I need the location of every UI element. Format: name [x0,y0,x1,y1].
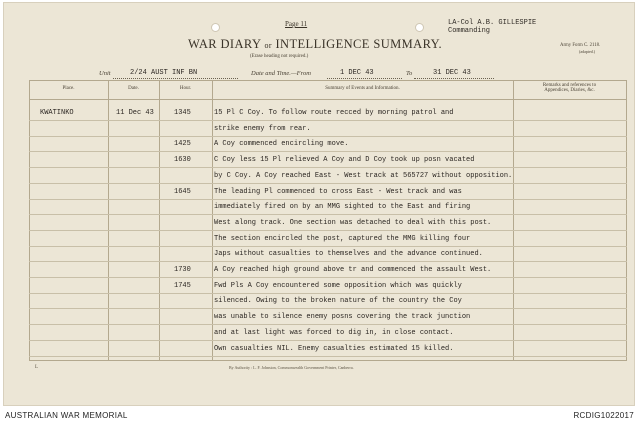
row-rule [29,308,627,309]
row-rule [29,199,627,200]
row-summary: 15 Pl C Coy. To follow route recced by morning patrol and [214,109,454,117]
row-summary: Own casualties NIL. Enemy casualties estimated 15 killed. [214,345,454,353]
unit-underline [113,78,238,79]
to-value: 31 DEC 43 [433,69,471,77]
row-summary: Fwd Pls A Coy encountered some opposition which was quickly [214,282,462,290]
row-summary: West along track. One section was detached to deal with this post. [214,219,492,227]
row-summary: strike enemy from rear. [214,125,311,133]
printer-imprint: By Authority : L. F. Johnston, Commonwealth Government Printer, Canberra. [229,365,354,370]
title-or: or [264,41,272,50]
row-summary: silenced. Owing to the broken nature of the country the Coy [214,297,462,305]
commander-name: LA-Col A.B. GILLESPIE [448,19,537,27]
row-summary: was unable to silence enemy posns covering the track junction [214,313,471,321]
row-rule [29,356,627,357]
row-date: 11 Dec 43 [116,109,154,117]
header-place: Place. [62,86,75,91]
header-bottom-rule [29,99,627,100]
row-rule [29,293,627,294]
header-remarks-line1: Remarks and references to [542,83,597,88]
col-rule-left [29,80,30,360]
from-underline [327,78,402,79]
row-rule [29,136,627,137]
corner-mark: L [35,365,39,370]
header-remarks [513,83,626,93]
col-rule-date-hour [159,80,160,360]
row-summary: A Coy commenced encircling move. [214,140,349,148]
row-rule [29,120,627,121]
from-value: 1 DEC 43 [340,69,374,77]
row-rule [29,324,627,325]
row-rule [29,246,627,247]
army-form-label: Army Form C. 2118. [560,43,601,48]
table-bottom-rule [29,360,627,361]
header-date: Date. [128,86,139,91]
header-summary: Summary of Events and Information. [325,86,400,91]
row-place: KWATINKO [40,109,74,117]
to-label: To [406,70,413,77]
commander-block [448,19,536,35]
title-war-diary: WAR DIARY [188,37,261,51]
row-hour: 1345 [174,109,191,117]
header-hour: Hour. [179,86,192,91]
row-rule [29,167,627,168]
row-rule [29,183,627,184]
row-summary: by C Coy. A Coy reached East - West track at 565727 without opposition. [214,172,513,180]
row-rule [29,230,627,231]
unit-label: Unit [99,70,111,77]
caption-record-id: RCDIG1022017 [573,411,634,420]
caption-archive-name: AUSTRALIAN WAR MEMORIAL [5,411,128,420]
table-top-rule [29,80,627,81]
punch-hole-left [211,23,220,32]
page-number: Page 11 [285,20,308,28]
row-hour: 1730 [174,266,191,274]
row-rule [29,340,627,341]
row-summary: C Coy less 15 Pl relieved A Coy and D Coy took up posn vacated [214,156,475,164]
commander-role: Commanding [448,27,491,35]
row-hour: 1425 [174,140,191,148]
to-underline [414,78,494,79]
page-title [188,37,442,52]
row-rule [29,151,627,152]
row-rule [29,261,627,262]
row-summary: The leading Pl commenced to cross East - West track and was [214,188,462,196]
row-hour: 1645 [174,188,191,196]
punch-hole-right [415,23,424,32]
army-form-note: (adapted.) [579,49,596,54]
row-summary: Japs without casualties to themselves and the advance continued. [214,250,483,258]
col-rule-place-date [108,80,109,360]
title-intelligence-summary: INTELLIGENCE SUMMARY. [275,37,442,51]
col-rule-hour-summary [212,80,213,360]
row-hour: 1630 [174,156,191,164]
col-rule-summary-remarks [513,80,514,360]
row-summary: and at last light was forced to dig in, in close contact. [214,329,454,337]
row-rule [29,277,627,278]
header-remarks-line2: Appendices, Diaries, &c. [544,88,595,93]
row-rule [29,214,627,215]
row-summary: The section encircled the post, captured the MMG killing four [214,235,471,243]
row-summary: immediately fired on by an MMG sighted to the East and firing [214,203,471,211]
col-rule-right [626,80,627,360]
row-summary: A Coy reached high ground above tr and commenced the assault West. [214,266,492,274]
unit-value: 2/24 AUST INF BN [130,69,198,77]
subtitle: (Erase heading not required.) [250,54,309,59]
row-hour: 1745 [174,282,191,290]
date-time-label: Date and Time.—From [251,70,311,77]
